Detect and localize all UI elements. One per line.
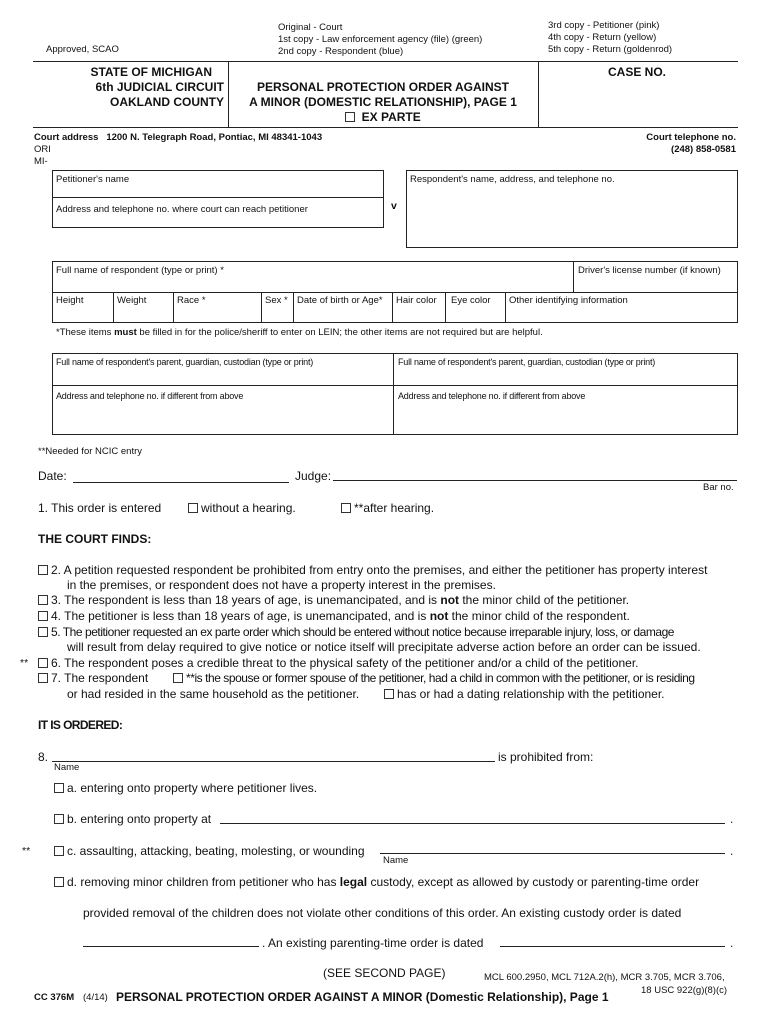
header-bottom-rule bbox=[33, 127, 738, 128]
other-info-label[interactable]: Other identifying information bbox=[509, 295, 628, 306]
sex-label[interactable]: Sex * bbox=[265, 295, 288, 306]
copy-line: Original - Court bbox=[278, 22, 343, 33]
ex-parte-checkbox[interactable] bbox=[345, 112, 355, 122]
county-name: OAKLAND COUNTY bbox=[110, 95, 224, 109]
copy-line: 5th copy - Return (goldenrod) bbox=[548, 44, 673, 55]
order-b[interactable] bbox=[54, 812, 211, 827]
respondent-box[interactable] bbox=[406, 170, 738, 248]
finding-2-cont: in the premises, or respondent does not have a property interest in the premises. bbox=[67, 578, 496, 592]
petitioner-box[interactable] bbox=[52, 170, 384, 228]
finding-2-checkbox[interactable] bbox=[38, 565, 48, 575]
findings-heading: THE COURT FINDS: bbox=[38, 532, 152, 546]
finding-7-dating-text: has or had a dating relationship with the petitioner. bbox=[397, 687, 665, 701]
finding-7-cont: or had resided in the same household as the petitioner. bbox=[67, 687, 360, 701]
without-hearing-option[interactable] bbox=[188, 501, 296, 516]
legal-citation-2: 18 USC 922(g)(8)(c) bbox=[641, 985, 728, 996]
parenting-time-label: . An existing parenting-time order is dated bbox=[262, 936, 484, 950]
copy-line: 4th copy - Return (yellow) bbox=[548, 32, 657, 43]
finding-5-cont: will result from delay required to give notice or notice itself will precipitate adverse action before an order can be issued. bbox=[67, 640, 701, 654]
guardian2-name-label[interactable]: Full name of respondent's parent, guardian, custodian (type or print) bbox=[398, 357, 656, 367]
guardian-divider bbox=[393, 354, 394, 434]
item-1-label: 1. This order is entered bbox=[38, 501, 162, 515]
copy-distribution-left bbox=[278, 22, 482, 58]
state-name: STATE OF MICHIGAN bbox=[90, 65, 212, 79]
parenting-time-date-line[interactable] bbox=[500, 946, 725, 947]
order-d-text-end: custody, except as allowed by custody or parenting-time order bbox=[367, 875, 700, 889]
court-phone bbox=[560, 132, 736, 156]
order-b-text: b. entering onto property at bbox=[67, 812, 212, 826]
hair-color-label[interactable]: Hair color bbox=[396, 295, 437, 306]
judge-line[interactable] bbox=[333, 480, 737, 481]
finding-3-text: 3. The respondent is less than 18 years of age, is unemancipated, and is bbox=[51, 593, 441, 607]
versus-label: v bbox=[391, 200, 397, 212]
legal-citation-1: MCL 600.2950, MCL 712A.2(h), MCR 3.705, MCR 3.706, bbox=[484, 972, 725, 983]
form-number: CC 376M bbox=[34, 992, 75, 1003]
after-hearing-checkbox[interactable] bbox=[341, 503, 351, 513]
finding-7-dating-option[interactable] bbox=[384, 687, 665, 702]
order-heading: IT IS ORDERED: bbox=[38, 718, 123, 732]
finding-3[interactable] bbox=[38, 593, 629, 608]
item-8-label: 8. bbox=[38, 750, 49, 764]
court-address-label: Court address bbox=[34, 132, 99, 143]
ex-parte-option[interactable] bbox=[230, 110, 536, 125]
finding-3-checkbox[interactable] bbox=[38, 595, 48, 605]
case-number-label: CASE NO. bbox=[608, 65, 667, 79]
finding-3-not: not bbox=[440, 593, 460, 607]
finding-4[interactable] bbox=[38, 609, 630, 624]
order-c-checkbox[interactable] bbox=[54, 846, 64, 856]
after-hearing-option[interactable] bbox=[341, 501, 434, 516]
court-phone-value: (248) 858-0581 bbox=[671, 144, 736, 155]
circuit-name: 6th JUDICIAL CIRCUIT bbox=[95, 80, 224, 94]
lein-note bbox=[56, 327, 543, 339]
without-hearing-checkbox[interactable] bbox=[188, 503, 198, 513]
prohibited-label: is prohibited from: bbox=[498, 750, 594, 764]
dob-label[interactable]: Date of birth or Age* bbox=[297, 295, 383, 306]
finding-2[interactable] bbox=[38, 563, 707, 578]
order-c-text: c. assaulting, attacking, beating, molesting, or wounding bbox=[67, 844, 365, 858]
form-title-line1: PERSONAL PROTECTION ORDER AGAINST bbox=[256, 80, 510, 94]
copy-line: 2nd copy - Respondent (blue) bbox=[278, 46, 404, 57]
item-1 bbox=[38, 501, 161, 516]
lein-note-must: must bbox=[114, 327, 137, 338]
ori-label: ORI bbox=[34, 144, 51, 155]
finding-7[interactable] bbox=[38, 671, 148, 686]
respondent-label: Respondent's name, address, and telephone no. bbox=[410, 174, 615, 185]
order-d-period: . bbox=[730, 936, 734, 950]
lein-note-post: be filled in for the police/sheriff to enter on LEIN; the other items are not required but are helpful. bbox=[136, 327, 543, 338]
guardian1-name-label[interactable]: Full name of respondent's parent, guardian, custodian (type or print) bbox=[56, 357, 314, 367]
court-jurisdiction bbox=[38, 65, 224, 110]
date-line[interactable] bbox=[73, 482, 289, 483]
finding-7-spouse-option[interactable] bbox=[173, 671, 695, 686]
order-d-checkbox[interactable] bbox=[54, 877, 64, 887]
height-label[interactable]: Height bbox=[56, 295, 84, 306]
order-c[interactable] bbox=[54, 844, 365, 859]
eye-color-label[interactable]: Eye color bbox=[451, 295, 491, 306]
weight-label[interactable]: Weight bbox=[117, 295, 147, 306]
order-b-period: . bbox=[730, 812, 734, 826]
item-8-name-line[interactable] bbox=[52, 761, 495, 762]
court-phone-label: Court telephone no. bbox=[646, 132, 736, 143]
finding-4-checkbox[interactable] bbox=[38, 611, 48, 621]
mi-label: MI- bbox=[34, 156, 48, 167]
finding-5-text: 5. The petitioner requested an ex parte order which should be entered without notice because irreparable injury, loss, or damage bbox=[51, 625, 675, 639]
form-title bbox=[230, 80, 536, 125]
court-address-value: 1200 N. Telegraph Road, Pontiac, MI 48341-1043 bbox=[106, 132, 323, 143]
order-b-checkbox[interactable] bbox=[54, 814, 64, 824]
ncic-note: **Needed for NCIC entry bbox=[38, 446, 143, 457]
order-c-name-line[interactable] bbox=[380, 853, 725, 854]
petitioner-address-label: Address and telephone no. where court can reach petitioner bbox=[56, 204, 308, 215]
petitioner-divider bbox=[53, 197, 383, 198]
finding-7-checkbox[interactable] bbox=[38, 673, 48, 683]
finding-7-spouse-checkbox[interactable] bbox=[173, 673, 183, 683]
order-a-text: a. entering onto property where petitioner lives. bbox=[67, 781, 318, 795]
copy-distribution-right bbox=[548, 20, 672, 56]
finding-4-text: 4. The petitioner is less than 18 years of age, is unemancipated, and is bbox=[51, 609, 430, 623]
order-d-cont: provided removal of the children does not violate other conditions of this order. An existing custody order is dated bbox=[83, 906, 682, 920]
item-8-name-caption: Name bbox=[54, 762, 80, 773]
finding-7-text: 7. The respondent bbox=[51, 671, 149, 685]
petitioner-name-label: Petitioner's name bbox=[56, 174, 130, 185]
finding-7-spouse-text: **is the spouse or former spouse of the petitioner, had a child in common with the petitioner, or is residing bbox=[186, 671, 695, 685]
order-a[interactable] bbox=[54, 781, 317, 796]
header-divider-right bbox=[538, 61, 539, 127]
finding-4-not: not bbox=[429, 609, 449, 623]
order-d[interactable] bbox=[54, 875, 699, 890]
header-divider-left bbox=[228, 61, 229, 127]
lein-note-pre: *These items bbox=[56, 327, 115, 338]
finding-4-text-end: the minor child of the respondent. bbox=[448, 609, 630, 623]
after-hearing-label: **after hearing. bbox=[354, 501, 435, 515]
order-c-marker: ** bbox=[22, 845, 31, 857]
license-divider bbox=[573, 262, 574, 292]
finding-5-checkbox[interactable] bbox=[38, 627, 48, 637]
guardian1-address-label[interactable]: Address and telephone no. if different from above bbox=[56, 391, 244, 401]
form-title-line2: A MINOR (DOMESTIC RELATIONSHIP), PAGE 1 bbox=[249, 95, 517, 109]
race-label[interactable]: Race * bbox=[177, 295, 206, 306]
finding-6-text: 6. The respondent poses a credible threat to the physical safety of the petitioner and/or a child of the petitioner. bbox=[51, 656, 639, 670]
court-address bbox=[34, 132, 322, 144]
order-b-address-line[interactable] bbox=[220, 823, 725, 824]
finding-6[interactable] bbox=[38, 656, 638, 671]
physical-description-row bbox=[53, 292, 737, 322]
footer-title: PERSONAL PROTECTION ORDER AGAINST A MINOR (Domestic Relationship), Page 1 bbox=[116, 990, 609, 1004]
copy-line: 3rd copy - Petitioner (pink) bbox=[548, 20, 660, 31]
guardian2-address-label[interactable]: Address and telephone no. if different from above bbox=[398, 391, 586, 401]
form-revision: (4/14) bbox=[83, 992, 108, 1003]
copy-line: 1st copy - Law enforcement agency (file) (green) bbox=[278, 34, 483, 45]
order-d-text: d. removing minor children from petitioner who has bbox=[67, 875, 340, 889]
respondent-full-name-label[interactable]: Full name of respondent (type or print) * bbox=[56, 265, 224, 276]
finding-2-text: 2. A petition requested respondent be prohibited from entry onto the premises, and either the petitioner has property interest bbox=[51, 563, 708, 577]
approved-text: Approved, SCAO bbox=[46, 44, 119, 55]
finding-5[interactable] bbox=[38, 625, 674, 640]
respondent-id-table bbox=[52, 261, 738, 323]
guardian-table bbox=[52, 353, 738, 435]
date-label: Date: bbox=[38, 469, 67, 483]
judge-label: Judge: bbox=[295, 469, 332, 483]
custody-date-line[interactable] bbox=[83, 946, 259, 947]
bar-no-label: Bar no. bbox=[703, 482, 734, 493]
order-d-legal: legal bbox=[339, 875, 368, 889]
guardian-row-divider bbox=[53, 385, 737, 386]
ex-parte-label: EX PARTE bbox=[361, 110, 421, 124]
finding-3-text-end: the minor child of the petitioner. bbox=[459, 593, 630, 607]
drivers-license-label[interactable]: Driver's license number (if known) bbox=[578, 265, 721, 276]
finding-6-marker: ** bbox=[20, 657, 29, 669]
see-second-page: (SEE SECOND PAGE) bbox=[323, 966, 446, 980]
finding-7-dating-checkbox[interactable] bbox=[384, 689, 394, 699]
finding-6-checkbox[interactable] bbox=[38, 658, 48, 668]
order-a-checkbox[interactable] bbox=[54, 783, 64, 793]
without-hearing-label: without a hearing. bbox=[201, 501, 296, 515]
order-c-period: . bbox=[730, 844, 734, 858]
order-c-name-caption: Name bbox=[383, 855, 409, 866]
